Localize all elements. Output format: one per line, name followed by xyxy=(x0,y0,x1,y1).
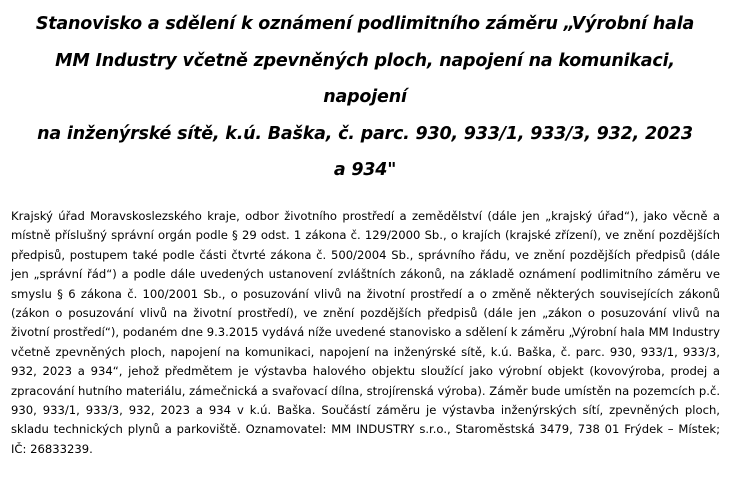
title-line: a 934" xyxy=(333,160,397,181)
title-line: Stanovisko a sdělení k oznámení podlimitního záměru „Výrobní hala xyxy=(35,14,695,34)
document-title xyxy=(0,0,730,189)
title-line: napojení xyxy=(323,87,407,108)
title-line: na inženýrské sítě, k.ú. Baška, č. parc. 930, 933/1, 933/3, 932, 2023 xyxy=(37,123,693,144)
body-paragraph: Krajský úřad Moravskoslezského kraje, odbor životního prostředí a zemědělství (dále jen „krajský úřad“), jako věcně a místně příslušný správní orgán podle § 29 odst. 1 zákona č. 129/2000 Sb., o krajích (krajské zřízení), ve znění pozdějších předpisů, postupem také podle části čtvrté zákona č. 500/2004 Sb., správního řádu, ve znění pozdějších předpisů (dále jen „správní řád“) a podle dále uvedených ustanovení zvláštních zákonů, na základě oznámení podlimitního záměru ve smyslu § 6 zákona č. 100/2001 Sb., o posuzování vlivů na životní prostředí a o změně některých souvisejících zákonů (zákon o posuzování vlivů na životní prostředí), ve znění pozdějších předpisů (dále jen „zákon o posuzování vlivů na životní prostředí“), podaném dne 9.3.2015 vydává níže uvedené stanovisko a sdělení k záměru „Výrobní hala MM Industry včetně zpevněných ploch, napojení na komunikaci, napojení na inženýrské sítě, k.ú. Baška, č. parc. 930, 933/1, 933/3, 932, 2023 a 934“, jehož předmětem je výstavba halového objektu sloužící jako výrobní objekt (kovovýroba, prodej a zpracování hutního materiálu, zámečnická a svařovací dílna, strojírenská výroba). Záměr bude umístěn na pozemcích p.č. 930, 933/1, 933/3, 932, 2023 a 934 v k.ú. Baška. Součástí záměru je výstavba inženýrských sítí, zpevněných ploch, skladu technických plynů a parkoviště. Oznamovatel: MM INDUSTRY s.r.o., Staroměstská 3479, 738 01 Frýdek – Místek; IČ: 26833239. xyxy=(11,209,720,456)
title-line: MM Industry včetně zpevněných ploch, napojení na komunikaci, xyxy=(55,50,675,71)
